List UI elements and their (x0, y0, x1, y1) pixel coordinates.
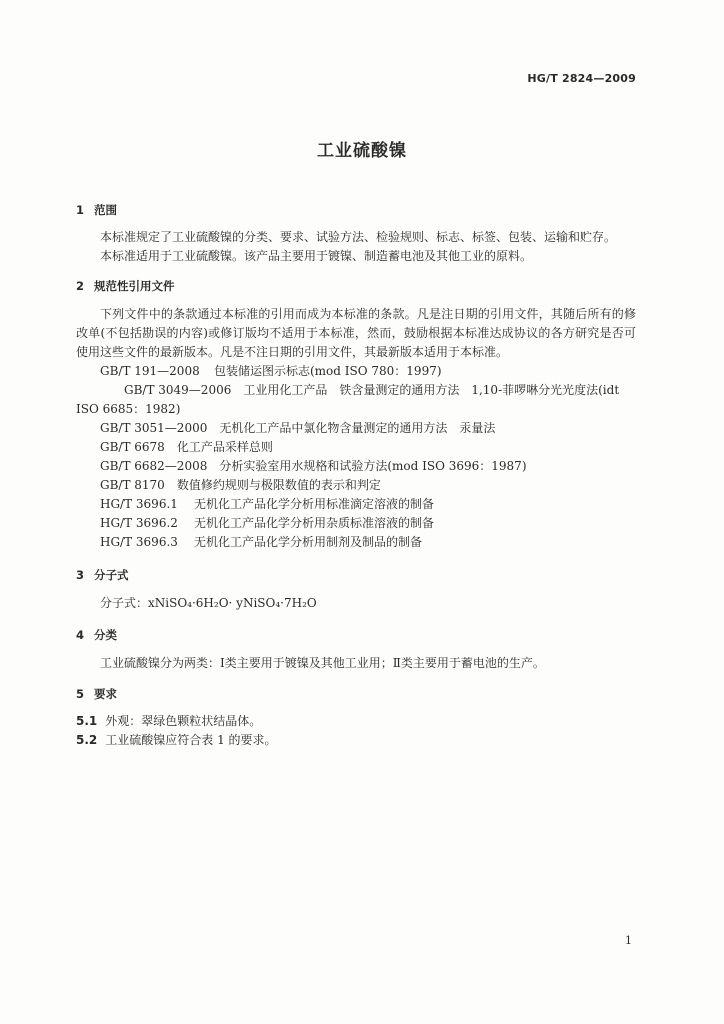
reference-code: GB/T 6682—2008 (100, 459, 208, 473)
section-3-heading (76, 567, 129, 583)
subclause-number: 5.1 (76, 714, 98, 728)
reference-code: HG/T 3696.1 (100, 497, 178, 511)
reference-title: 化工产品采样总则 (176, 440, 273, 454)
subclause-5-1 (76, 712, 261, 729)
standard-code: HG/T 2824—2009 (527, 72, 636, 85)
subclause-text: 外观：翠绿色颗粒状结晶体。 (105, 714, 262, 728)
section-number: 2 (76, 279, 85, 293)
reference-item (76, 381, 640, 419)
reference-item (100, 514, 640, 533)
reference-item (100, 476, 640, 495)
reference-title: 数值修约规则与极限数值的表示和判定 (176, 478, 381, 492)
section-5-heading (76, 686, 117, 702)
section-number: 4 (76, 628, 85, 642)
section-title: 分子式 (94, 568, 129, 582)
section-title: 要求 (94, 687, 117, 701)
page-number: 1 (625, 934, 632, 947)
section-title: 范围 (94, 203, 117, 217)
subclause-text: 工业硫酸镍应符合表 1 的要求。 (105, 733, 277, 747)
reference-item (100, 438, 640, 457)
document-title: 工业硫酸镍 (317, 141, 407, 161)
reference-code: GB/T 3049—2006 (124, 383, 232, 397)
subclause-5-2 (76, 731, 277, 748)
reference-code: GB/T 3051—2000 (100, 421, 208, 435)
reference-item (100, 362, 640, 381)
section-1-paragraph-1: 本标准规定了工业硫酸镍的分类、要求、试验方法、检验规则、标志、标签、包装、运输和贮存。 (100, 230, 617, 244)
reference-title: 无机化工产品化学分析用标准滴定溶液的制备 (194, 497, 435, 511)
reference-code: HG/T 3696.3 (100, 535, 178, 549)
section-title: 分类 (94, 628, 117, 642)
reference-code: GB/T 191—2008 (100, 364, 200, 378)
reference-item (100, 533, 640, 552)
section-number: 3 (76, 568, 85, 582)
section-2-intro: 下列文件中的条款通过本标准的引用而成为本标准的条款。凡是注日期的引用文件，其随后所有的修改单(不包括勘误的内容)或修订版均不适用于本标准，然而，鼓励根据本标准达成协议的各方研究是否可使用这些文件的最新版本。凡是不注日期的引用文件，其最新版本适用于本标准。 (76, 307, 636, 359)
reference-code: HG/T 3696.2 (100, 516, 178, 530)
section-title: 规范性引用文件 (94, 279, 175, 293)
classification-text: 工业硫酸镍分为两类：Ⅰ类主要用于镀镍及其他工业用；Ⅱ类主要用于蓄电池的生产。 (100, 656, 545, 670)
reference-title: 分析实验室用水规格和试验方法(mod ISO 3696：1987) (219, 459, 527, 473)
reference-code: GB/T 8170 (100, 478, 165, 492)
molecular-formula: 分子式：xNiSO₄·6H₂O· yNiSO₄·7H₂O (100, 596, 317, 610)
reference-title: 工业用化工产品 铁含量测定的通用方法 1,10-菲啰啉分光光度法(idt ISO 6685：1982) (76, 383, 620, 416)
subclause-number: 5.2 (76, 733, 98, 747)
reference-item (100, 419, 640, 438)
reference-title: 无机化工产品中氯化物含量测定的通用方法 汞量法 (219, 421, 496, 435)
reference-item (100, 457, 640, 476)
reference-title: 无机化工产品化学分析用制剂及制品的制备 (194, 535, 423, 549)
section-2-heading (76, 278, 175, 294)
reference-title: 包装储运图示标志(mod ISO 780：1997) (214, 364, 442, 378)
section-1-heading (76, 202, 117, 218)
section-number: 5 (76, 687, 85, 701)
reference-title: 无机化工产品化学分析用杂质标准溶液的制备 (194, 516, 435, 530)
section-4-heading (76, 627, 117, 643)
reference-code: GB/T 6678 (100, 440, 165, 454)
section-number: 1 (76, 203, 85, 217)
section-1-paragraph-2: 本标准适用于工业硫酸镍。该产品主要用于镀镍、制造蓄电池及其他工业的原料。 (100, 249, 533, 263)
reference-item (100, 495, 640, 514)
